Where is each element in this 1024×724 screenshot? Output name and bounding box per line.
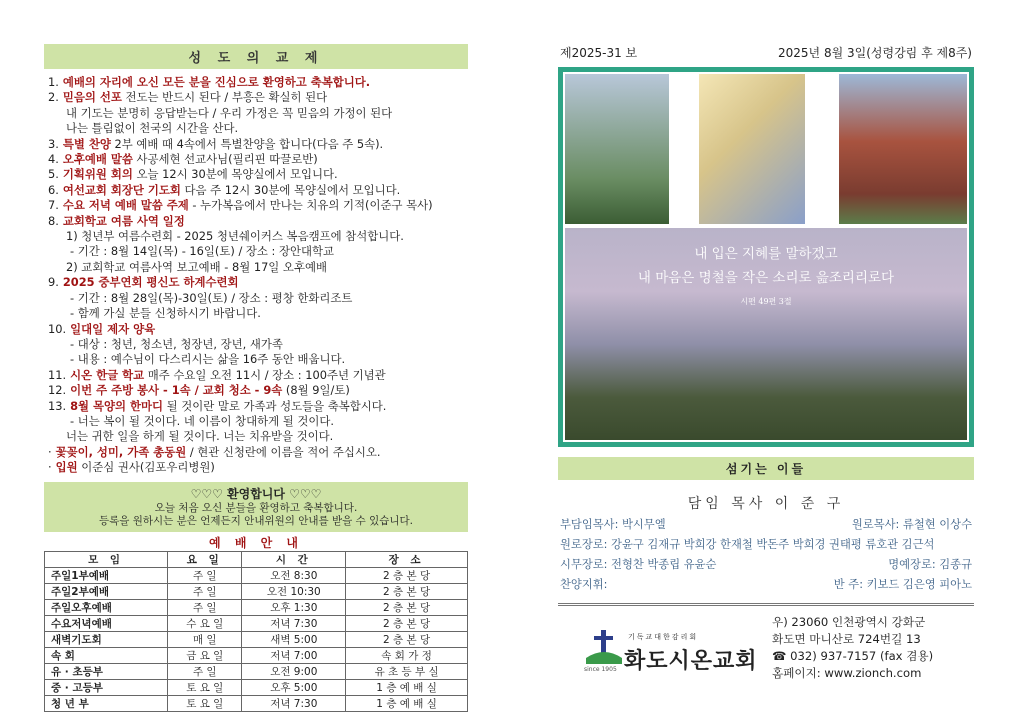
news-item: [48, 75, 468, 90]
news-text: 나는 틀림없이 천국의 시간을 산다.: [66, 121, 239, 136]
news-item: [48, 368, 468, 383]
right-page: [558, 44, 974, 684]
table-cell: 속 회 가 정: [346, 647, 468, 663]
table-cell: 주 일: [168, 663, 242, 679]
news-title: 믿음의 선포: [62, 90, 122, 105]
staff-row: [560, 555, 972, 575]
news-number: 1.: [48, 75, 59, 89]
news-item: [48, 121, 468, 136]
table-row: [45, 663, 468, 679]
table-cell: 속 회: [45, 647, 168, 663]
table-row: [45, 647, 468, 663]
news-title: 2025 중부연회 평신도 하계수련회: [62, 275, 239, 290]
news-title: 특별 찬양: [62, 136, 111, 151]
news-header: 성 도 의 교 제: [44, 44, 468, 69]
church-building-photo: [839, 74, 967, 224]
table-cell: 수요저녁예배: [45, 615, 168, 631]
since-label: since 1905: [584, 666, 617, 673]
news-number: 10.: [48, 321, 67, 336]
table-cell: 1 층 예 배 실: [346, 679, 468, 695]
column-header: 요 일: [168, 551, 242, 567]
news-item: [48, 198, 468, 213]
news-item: [48, 152, 468, 167]
staff-entry: 부담임목사: 박시무엘: [560, 518, 666, 531]
news-number: ·: [48, 444, 52, 459]
news-item: [48, 306, 468, 321]
cover-photo-frame: [558, 67, 974, 447]
news-list: [44, 75, 468, 476]
news-item: [48, 183, 468, 198]
table-cell: 주 일: [168, 583, 242, 599]
news-title: 여선교회 회장단 기도회: [62, 182, 181, 197]
scripture-quote: [565, 242, 967, 314]
bulletin-date: 2025년 8월 3일(성령강림 후 제8주): [778, 46, 972, 60]
news-item: [48, 291, 468, 306]
news-title: 시온 한글 학교: [70, 367, 145, 382]
news-item: [48, 322, 468, 337]
news-number: 11.: [48, 367, 67, 382]
news-item: [48, 445, 468, 460]
news-number: 8.: [48, 213, 59, 228]
news-text: (8월 9일/토): [282, 383, 350, 398]
news-number: 9.: [48, 275, 59, 290]
address-line: 화도면 마니산로 724번길 13: [772, 632, 921, 646]
table-cell: 오후 1:30: [242, 599, 346, 615]
news-text: 매주 수요일 오전 11시 / 장소 : 100주년 기념관: [144, 367, 386, 382]
welcome-title: ♡♡♡ 환영합니다 ♡♡♡: [190, 486, 322, 501]
news-item: [48, 399, 468, 414]
table-cell: 주일2부예배: [45, 583, 168, 599]
bell-tower-photo: [565, 74, 669, 224]
table-row: [45, 599, 468, 615]
news-text: - 너는 복이 될 것이다. 네 이름이 창대하게 될 것이다.: [70, 413, 335, 428]
staff-entry: 원로장로: 강윤구 김재규 박희강 한재철 박돈주 박희경 권태평 류호관 김근석: [560, 538, 935, 551]
table-cell: 주일오후예배: [45, 599, 168, 615]
table-cell: 저녁 7:30: [242, 615, 346, 631]
staff-entry: 시무장로: 전형찬 박종립 유윤순: [560, 558, 717, 571]
table-cell: 2 층 본 당: [346, 631, 468, 647]
homepage-link[interactable]: 홈페이지: www.zionch.com: [772, 666, 922, 680]
news-text: 2) 교회학교 여름사역 보고예배 - 8월 17일 오후예배: [66, 259, 327, 274]
news-text: 1) 청년부 여름수련회 - 2025 청년쉐이커스 복음캠프에 참석합니다.: [66, 229, 404, 244]
servants-header: 섬기는 이들: [558, 457, 974, 480]
table-cell: 금 요 일: [168, 647, 242, 663]
table-row: [45, 567, 468, 583]
news-item: [48, 429, 468, 444]
news-item: [48, 460, 468, 475]
staff-row: [560, 515, 972, 535]
bulletin-header: [558, 44, 974, 61]
table-row: [45, 615, 468, 631]
news-item: [48, 106, 468, 121]
news-item: [48, 90, 468, 105]
table-cell: 청 년 부: [45, 695, 168, 711]
news-item: [48, 244, 468, 259]
welcome-line: 오늘 처음 오신 분들을 환영하고 축복합니다.: [154, 501, 358, 514]
news-text: - 함께 가실 분들 신청하시기 바랍니다.: [70, 306, 261, 321]
column-header: 모 임: [45, 551, 168, 567]
news-item: [48, 229, 468, 244]
news-text: / 현관 신청란에 이름을 적어 주십시오.: [186, 444, 381, 459]
news-item: [48, 414, 468, 429]
table-cell: 수 요 일: [168, 615, 242, 631]
news-text: - 내용 : 예수님이 다스리시는 삶을 16주 동안 배웁니다.: [70, 352, 346, 367]
welcome-box: [44, 482, 468, 532]
staff-entry: 반 주: 키보드 김은영 피아노: [833, 578, 972, 591]
news-item: [48, 260, 468, 275]
senior-pastor: 담임 목사 이 준 구: [687, 496, 845, 512]
welcome-line: 등록을 원하시는 분은 언제든지 안내위원의 안내를 받을 수 있습니다.: [98, 514, 414, 527]
quote-line: 내 마음은 명철을 작은 소리로 읊조리리로다: [637, 270, 895, 286]
table-row: [45, 631, 468, 647]
table-cell: 1 층 예 배 실: [346, 695, 468, 711]
table-cell: 중 · 고등부: [45, 679, 168, 695]
left-page: [44, 44, 468, 712]
church-address: [758, 614, 974, 684]
address-line: 우) 23060 인천광역시 강화군: [772, 615, 926, 629]
staff-entry: 원로목사: 류철현 이상수: [851, 518, 972, 531]
table-cell: 2 층 본 당: [346, 615, 468, 631]
news-text: - 기간 : 8월 14일(목) - 16일(토) / 장소 : 장안대학교: [70, 244, 334, 259]
news-title: 교회학교 여름 사역 일정: [62, 213, 185, 228]
news-text: 오늘 12시 30분에 목양실에서 모입니다.: [132, 167, 338, 182]
news-number: 4.: [48, 152, 59, 167]
news-title: 일대일 제자 양육: [70, 321, 156, 336]
cross-path-illustration: [699, 74, 805, 224]
news-text: 2부 예배 때 4속에서 특별찬양을 합니다(다음 주 5속).: [110, 136, 384, 151]
news-number: 6.: [48, 182, 59, 197]
staff-list: [558, 515, 974, 595]
news-text: 될 것이란 말로 가족과 성도들을 축복합시다.: [163, 398, 387, 413]
table-cell: 오후 5:00: [242, 679, 346, 695]
news-number: ·: [48, 460, 52, 475]
news-number: 5.: [48, 167, 59, 182]
table-cell: 2 층 본 당: [346, 567, 468, 583]
phone-number: ☎ 032) 937-7157 (fax 겸용): [772, 649, 934, 663]
table-cell: 2 층 본 당: [346, 583, 468, 599]
news-item: [48, 214, 468, 229]
scripture-image: [565, 228, 967, 440]
table-cell: 오전 9:00: [242, 663, 346, 679]
quote-line: 내 입은 지혜를 말하겠고: [694, 246, 838, 262]
table-row: [45, 695, 468, 711]
church-name: 화도시온교회: [624, 649, 758, 674]
table-cell: 주 일: [168, 599, 242, 615]
table-cell: 토 요 일: [168, 695, 242, 711]
news-title: 수요 저녁 예배 말씀 주제: [62, 198, 189, 213]
worship-title: 예 배 안 내: [209, 535, 303, 550]
news-title: 이번 주 주방 봉사 - 1속 / 교회 청소 - 9속: [70, 383, 283, 398]
column-header: 장 소: [346, 551, 468, 567]
table-cell: 매 일: [168, 631, 242, 647]
news-text: - 기간 : 8월 28일(목)-30일(토) / 장소 : 평창 한화리조트: [70, 290, 353, 305]
news-number: 3.: [48, 136, 59, 151]
issue-number: 제2025-31 보: [560, 46, 638, 60]
news-number: 2.: [48, 90, 59, 105]
news-number: 13.: [48, 398, 67, 413]
news-text: 이준심 권사(김포우리병원): [77, 460, 215, 475]
news-text: 전도는 반드시 된다 / 부흥은 확실히 된다: [121, 90, 328, 105]
table-cell: 유 · 초등부: [45, 663, 168, 679]
table-cell: 토 요 일: [168, 679, 242, 695]
table-cell: 2 층 본 당: [346, 599, 468, 615]
staff-entry: 찬양지휘:: [560, 578, 608, 591]
news-item: [48, 352, 468, 367]
news-item: [48, 337, 468, 352]
table-cell: 오전 10:30: [242, 583, 346, 599]
staff-entry: 명예장로: 김종규: [888, 558, 972, 571]
news-item: [48, 383, 468, 398]
news-text: 다음 주 12시 30분에 목양실에서 모입니다.: [180, 182, 401, 197]
table-row: [45, 583, 468, 599]
news-item: [48, 275, 468, 290]
news-title: 예배의 자리에 오신 모든 분을 진심으로 환영하고 축복합니다.: [62, 75, 371, 89]
news-text: 내 기도는 분명히 응답받는다 / 우리 가정은 꼭 믿음의 가정이 된다: [66, 105, 393, 120]
worship-table: [44, 551, 468, 712]
church-footer: [558, 603, 974, 684]
news-item: [48, 137, 468, 152]
table-cell: 오전 8:30: [242, 567, 346, 583]
table-row: [45, 679, 468, 695]
cross-logo-icon: [586, 628, 622, 664]
news-text: - 대상 : 청년, 청소년, 청장년, 장년, 새가족: [70, 336, 283, 351]
news-title: 꽃꽂이, 성미, 가족 총동원: [55, 444, 187, 459]
table-cell: 새벽 5:00: [242, 631, 346, 647]
table-cell: 주일1부예배: [45, 567, 168, 583]
table-cell: 저녁 7:30: [242, 695, 346, 711]
news-text: 사공세현 선교사님(필리핀 따끌로반): [132, 152, 318, 167]
quote-source: 시편 49편 3절: [740, 297, 792, 306]
column-header: 시 간: [242, 551, 346, 567]
table-cell: 주 일: [168, 567, 242, 583]
news-title: 8월 목양의 한마디: [70, 398, 164, 413]
news-item: [48, 167, 468, 182]
table-cell: 저녁 7:00: [242, 647, 346, 663]
news-title: 입원: [55, 460, 78, 475]
staff-row: [560, 535, 972, 555]
table-cell: 유 초 등 부 실: [346, 663, 468, 679]
denomination: 기독교대한감리회: [628, 633, 699, 641]
table-cell: 새벽기도회: [45, 631, 168, 647]
staff-row: [560, 575, 972, 595]
news-text: 너는 귀한 일을 하게 될 것이다. 너는 치유받을 것이다.: [66, 429, 334, 444]
news-title: 기획위원 회의: [62, 167, 133, 182]
news-number: 12.: [48, 383, 67, 398]
news-text: - 누가복음에서 만나는 치유의 기적(이준구 목사): [188, 198, 433, 213]
church-logo: [558, 614, 758, 684]
news-number: 7.: [48, 198, 59, 213]
news-title: 오후예배 말씀: [62, 152, 133, 167]
